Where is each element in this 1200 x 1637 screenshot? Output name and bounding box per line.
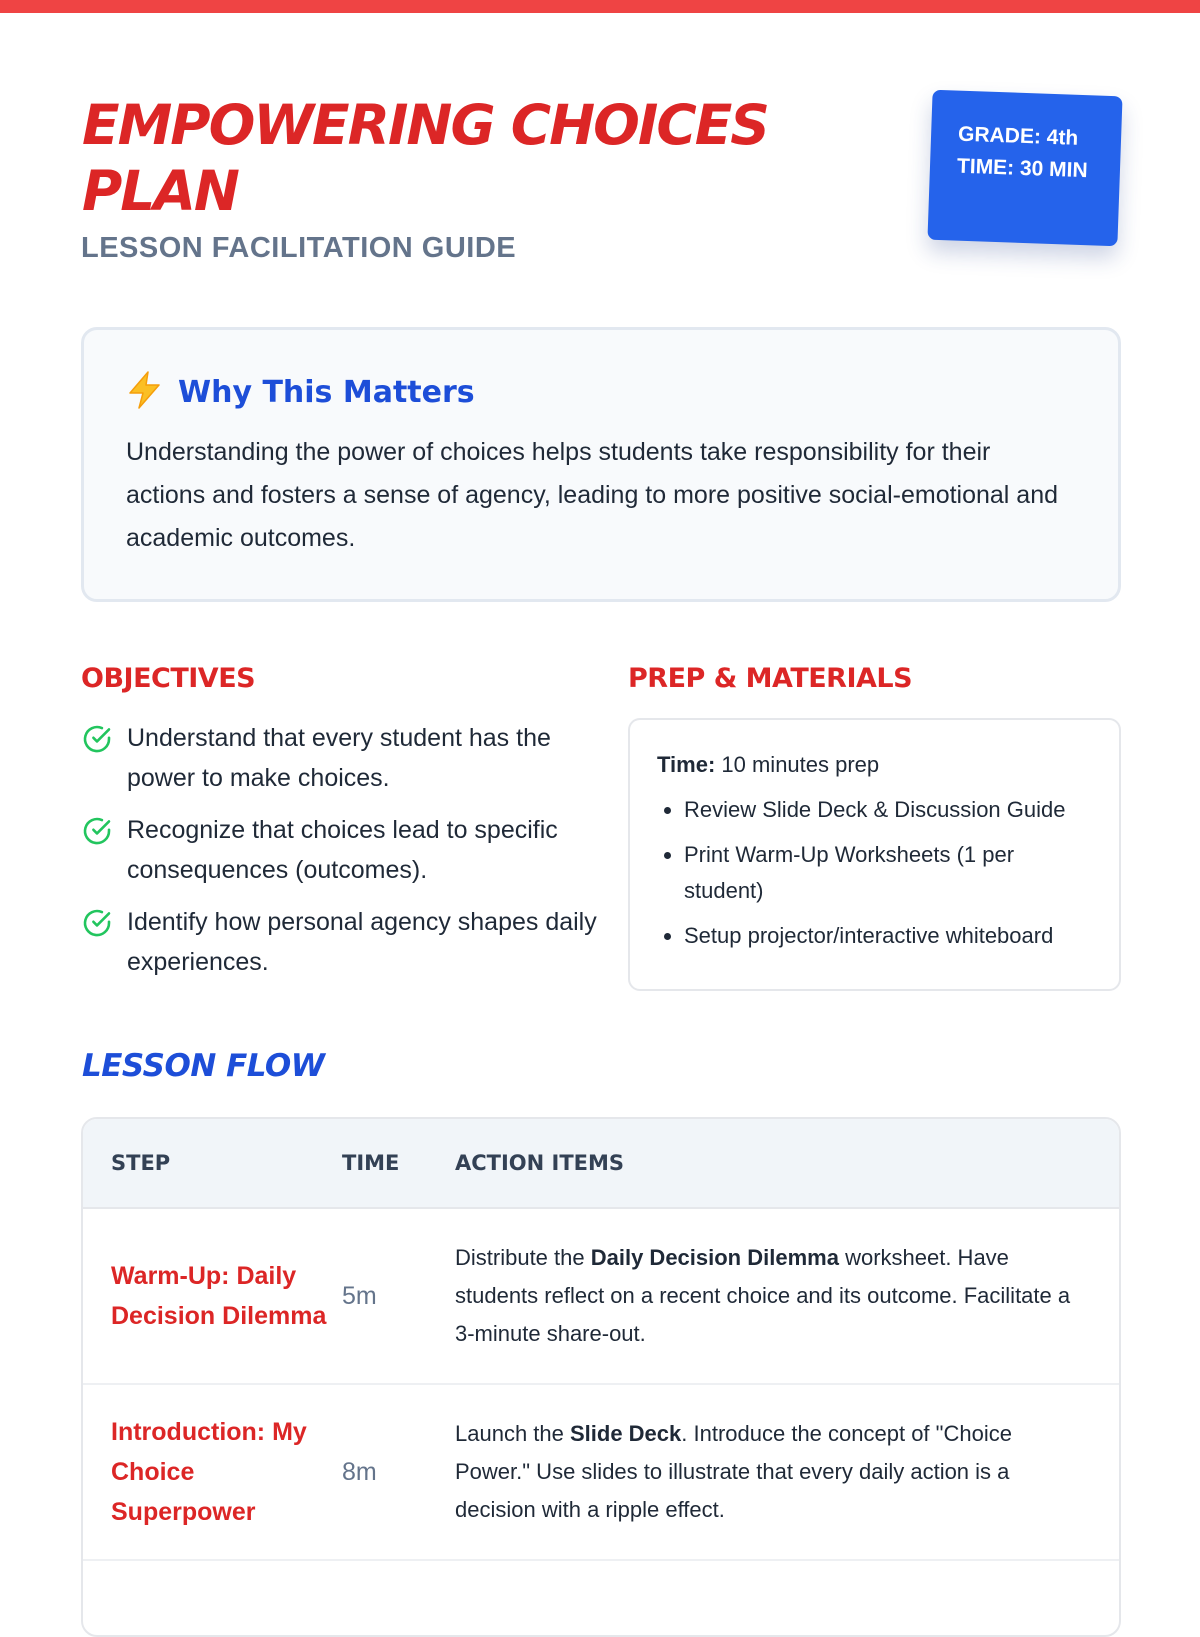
row-action [455,1415,1119,1529]
prep-list [657,792,1092,954]
row-action-pre: Launch the [455,1421,570,1446]
objective-item [81,718,601,798]
why-header [126,370,1076,415]
row-step: Introduction: My Choice Superpower [111,1418,307,1526]
top-accent-bar [0,0,1200,13]
grade-time-badge [927,90,1122,247]
row-action-bold: Daily Decision Dilemma [590,1245,839,1270]
row-action-post: worksheet. Have students reflect on a recent choice and its outcome. Facilitate a 3-minute share-out. [455,1245,1071,1346]
table-header [83,1119,1119,1209]
table-row [83,1385,1119,1561]
check-circle-icon [81,718,113,798]
why-text: Understanding the power of choices helps students take responsibility for their actions and fosters a sense of agency, leading to more positive social-emotional and academic outcomes. [126,438,1059,552]
prep-item: • Setup projector/interactive whiteboard [684,918,1092,954]
prep-item: • Review Slide Deck & Discussion Guide [684,792,1092,828]
objective-text: Identify how personal agency shapes daily experiences. [127,908,597,976]
objectives-list [81,718,601,994]
row-action-bold: Slide Deck [569,1421,682,1446]
check-circle-icon [81,902,113,982]
objective-text: Understand that every student has the power to make choices. [127,724,551,792]
why-title: Why This Matters [178,375,475,410]
row-time: 8m [342,1457,377,1486]
row-action-pre: Distribute the [455,1245,591,1270]
badge-time: TIME: 30 MIN [956,154,1089,183]
objective-item [81,902,601,982]
prep-time-label: Time: [657,752,716,777]
lesson-flow-table [81,1117,1121,1637]
prep-materials-card [628,718,1121,991]
column-header-time: TIME [342,1151,400,1175]
page-subtitle: LESSON FACILITATION GUIDE [81,232,517,264]
objective-text: Recognize that choices lead to specific consequences (outcomes). [127,816,558,884]
prep-item: • Print Warm-Up Worksheets (1 per student) [684,837,1092,909]
page-title: EMPOWERING CHOICES PLAN [82,93,768,223]
prep-time [657,750,1092,780]
lesson-flow-title: LESSON FLOW [82,1048,325,1084]
table-row [83,1209,1119,1385]
prep-materials-title: PREP & MATERIALS [628,663,913,694]
objectives-title: OBJECTIVES [81,663,256,694]
badge-grade: GRADE: 4th [957,122,1079,150]
column-header-action-items: ACTION ITEMS [455,1151,625,1175]
row-action [455,1239,1119,1353]
prep-time-value: 10 minutes prep [715,752,880,777]
why-this-matters-card [81,327,1121,602]
row-time: 5m [342,1281,377,1310]
lightning-icon [126,370,164,415]
objective-item [81,810,601,890]
row-step: Warm-Up: Daily Decision Dilemma [111,1262,327,1330]
row-action-post: . Introduce the concept of "Choice Power." Use slides to illustrate that every daily action is a decision with a ripple effect. [455,1421,1012,1522]
column-header-step: STEP [111,1151,171,1175]
check-circle-icon [81,810,113,890]
